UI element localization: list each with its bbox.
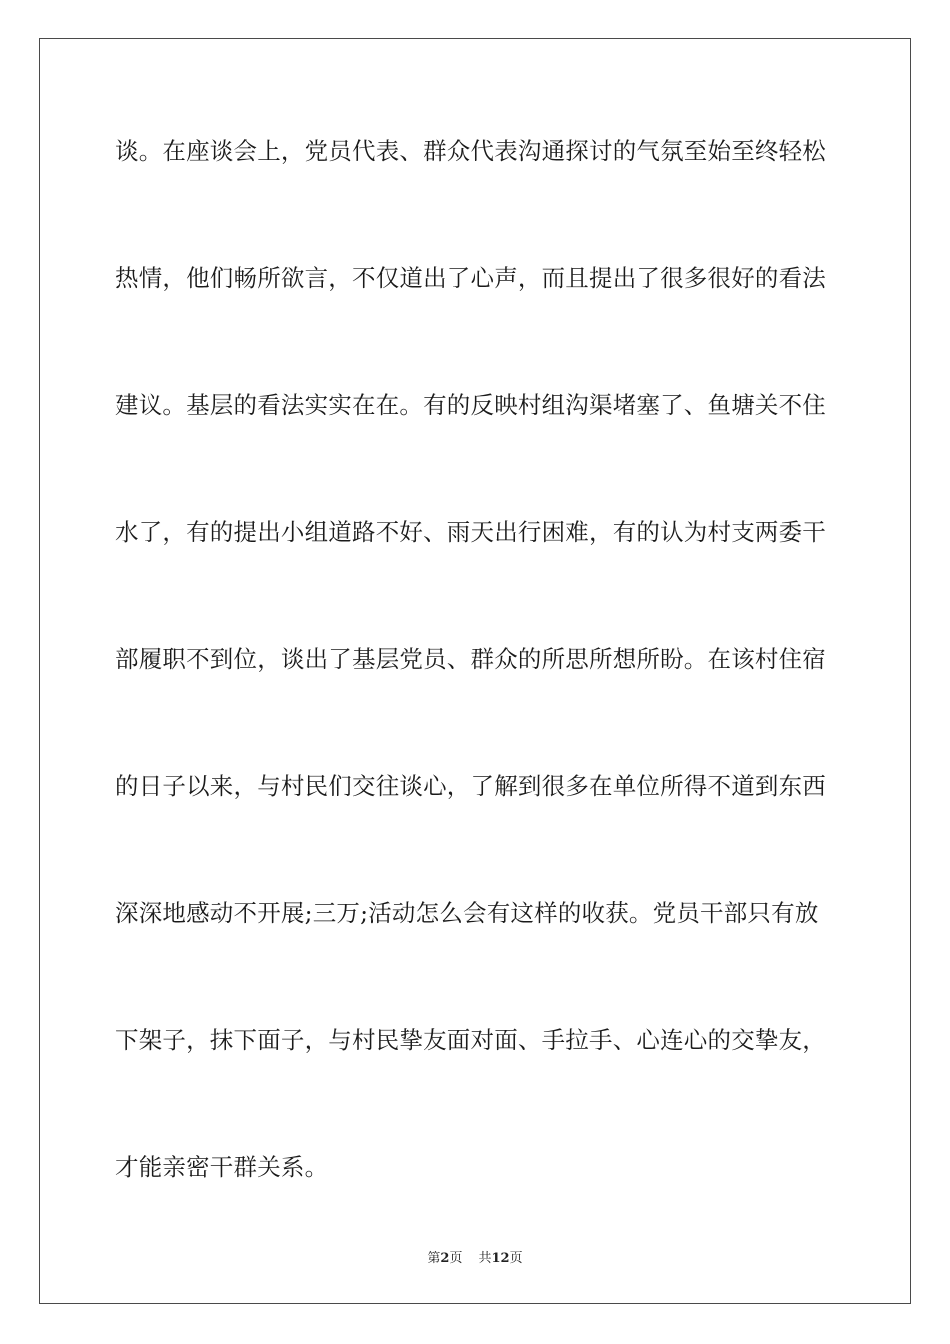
page-footer bbox=[0, 1247, 950, 1266]
paragraph-line-1: 谈。在座谈会上，党员代表、群众代表沟通探讨的气氛至始至终轻松 bbox=[115, 137, 826, 165]
paragraph-line-4: 水了，有的提出小组道路不好、雨天出行困难，有的认为村支两委干 bbox=[115, 518, 826, 546]
total-suffix: 页 bbox=[509, 1251, 523, 1266]
paragraph-line-7: 深深地感动不开展;三万;活动怎么会有这样的收获。党员干部只有放 bbox=[115, 899, 819, 927]
paragraph-line-2: 热情，他们畅所欲言，不仅道出了心声，而且提出了很多很好的看法 bbox=[115, 264, 826, 292]
paragraph-line-3: 建议。基层的看法实实在在。有的反映村组沟渠堵塞了、鱼塘关不住 bbox=[115, 391, 826, 419]
paragraph-line-6: 的日子以来，与村民们交往谈心，了解到很多在单位所得不道到东西 bbox=[115, 772, 826, 800]
total-page-count: 12 bbox=[491, 1251, 510, 1266]
paragraph-line-8: 下架子，抹下面子，与村民挚友面对面、手拉手、心连心的交挚友， bbox=[115, 1026, 826, 1054]
paragraph-line-5: 部履职不到位，谈出了基层党员、群众的所思所想所盼。在该村住宿 bbox=[115, 645, 826, 673]
paragraph-line-9: 才能亲密干群关系。 bbox=[115, 1153, 329, 1181]
page-suffix: 页 bbox=[449, 1251, 463, 1266]
page-prefix: 第 bbox=[427, 1251, 441, 1266]
total-prefix: 共 bbox=[478, 1251, 492, 1266]
current-page-number: 2 bbox=[440, 1251, 450, 1266]
document-body bbox=[115, 130, 835, 1273]
